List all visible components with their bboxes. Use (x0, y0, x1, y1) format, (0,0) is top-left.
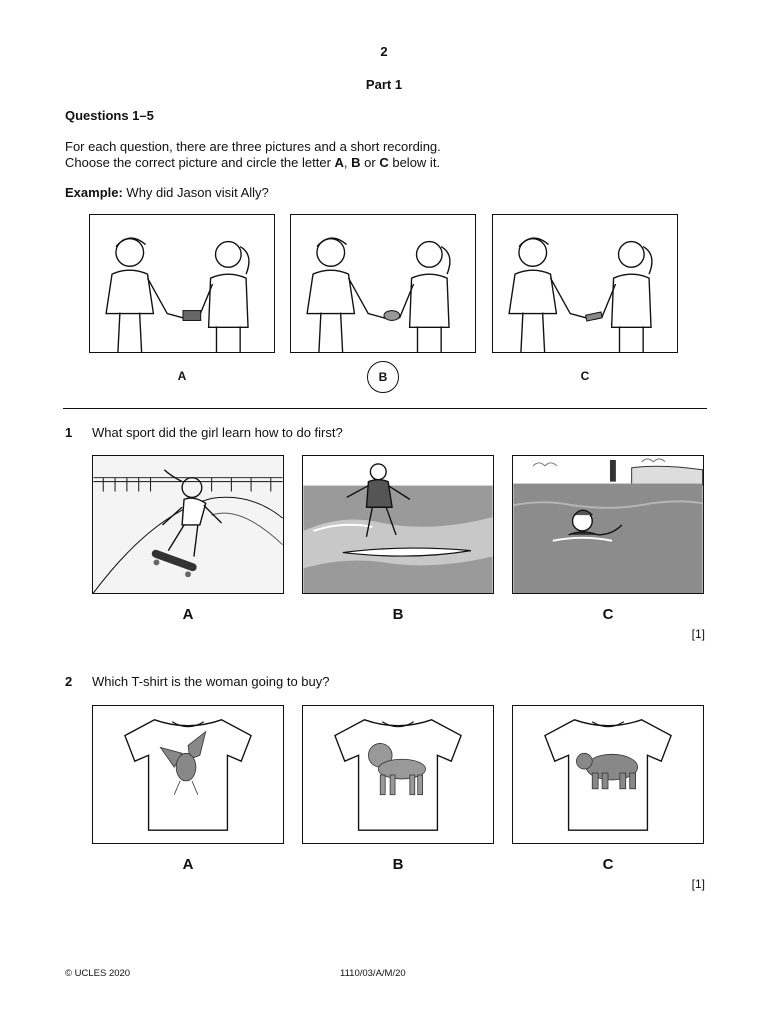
question-1-picture-a (92, 455, 284, 594)
question-2-number: 2 (65, 674, 73, 689)
example-option-b-circled[interactable]: B (367, 361, 399, 393)
question-1-number: 1 (65, 425, 73, 440)
example-picture-c (492, 214, 678, 353)
question-1-picture-b (302, 455, 494, 594)
question-2-option-a[interactable]: A (182, 856, 194, 873)
question-1-mark: [1] (691, 627, 705, 641)
swimming-girl-illustration (513, 456, 703, 593)
question-1-option-c[interactable]: C (602, 606, 614, 623)
footer-paper-code: 1110/03/A/M/20 (340, 968, 406, 979)
surfing-girl-illustration (303, 456, 493, 593)
lion-tshirt-illustration (303, 706, 493, 843)
question-1-option-a[interactable]: A (182, 606, 194, 623)
instruction-line-1: For each question, there are three pictures and a short recording. (65, 139, 441, 154)
question-2-picture-c (512, 705, 704, 844)
skateboarding-girl-illustration (93, 456, 283, 593)
boy-giving-card-illustration (493, 215, 677, 352)
question-2-picture-b (302, 705, 494, 844)
example-question: Example: Why did Jason visit Ally? (65, 185, 269, 200)
page-number: 2 (380, 44, 388, 59)
boy-giving-cake-illustration (291, 215, 475, 352)
question-1-text: What sport did the girl learn how to do first? (92, 425, 343, 440)
example-option-c[interactable]: C (580, 369, 590, 383)
section-divider (63, 408, 707, 409)
example-picture-a (89, 214, 275, 353)
part-title: Part 1 (365, 77, 403, 92)
bear-tshirt-illustration (513, 706, 703, 843)
question-2-option-c[interactable]: C (602, 856, 614, 873)
section-title: Questions 1–5 (65, 108, 154, 123)
example-option-a[interactable]: A (177, 369, 187, 383)
eagle-tshirt-illustration (93, 706, 283, 843)
question-1-picture-c (512, 455, 704, 594)
question-2-text: Which T-shirt is the woman going to buy? (92, 674, 330, 689)
footer-copyright: © UCLES 2020 (65, 968, 131, 979)
question-1-option-b[interactable]: B (392, 606, 404, 623)
example-picture-b (290, 214, 476, 353)
boy-giving-book-illustration (90, 215, 274, 352)
question-2-option-b[interactable]: B (392, 856, 404, 873)
question-2-picture-a (92, 705, 284, 844)
question-2-mark: [1] (691, 877, 705, 891)
instruction-line-2: Choose the correct picture and circle the letter A, B or C below it. (65, 155, 441, 170)
